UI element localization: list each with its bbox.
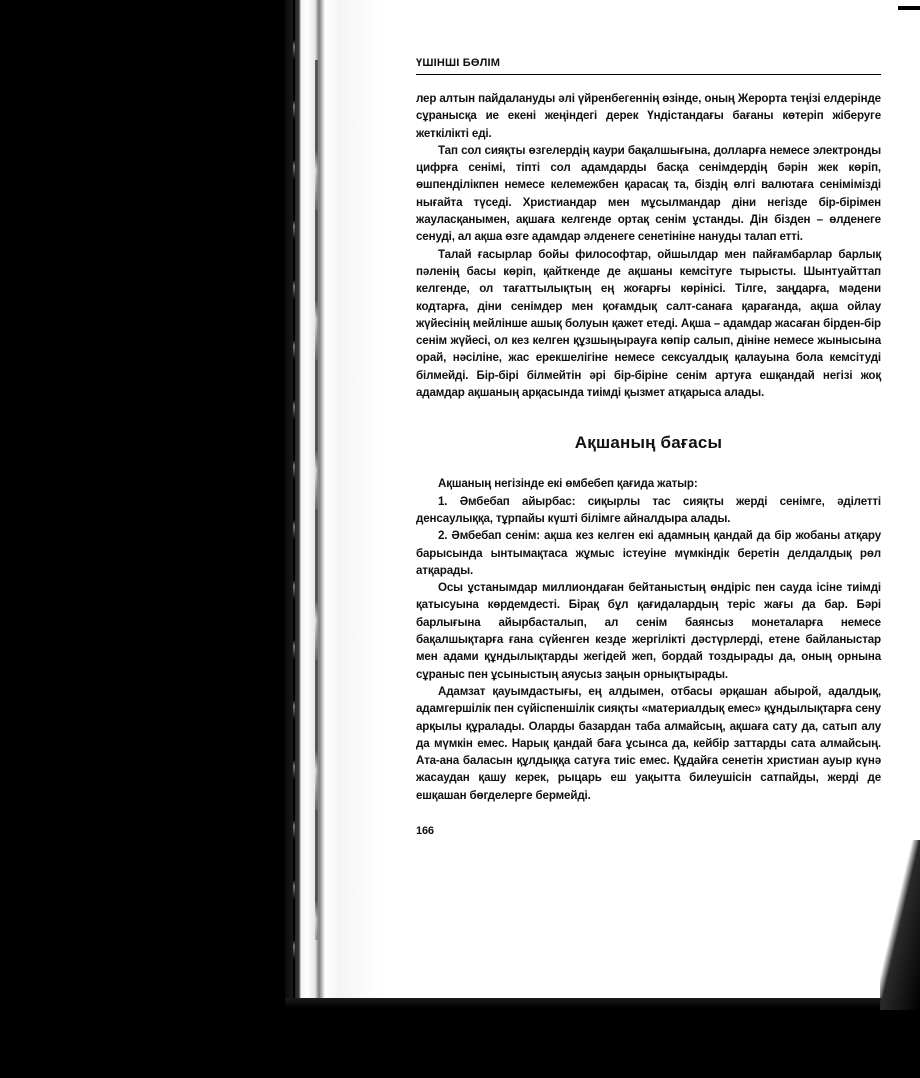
- body-paragraph: Адамзат қауымдастығы, ең алдымен, отбасы әрқашан абырой, адалдық, адамгершілік пен сүйіспеншілік сияқты «материалдық емес» құндылықтарға сену арқылы құралады. Оларды базардан таба алмайсың, ақшаға сату да, сатып алу да мүмкін емес. Нарық қандай баға ұсынса да, кейбір заттарды сата алмайсың. Ата-ана баласын құлдыққа сатуға тиіс емес. Құдайға сенетін христиан ауыр күнә жасаудан қашу керек, рыцарь еш уақытта билеушісін сатпайды, жерді де ешқашан бөгделерге бермейді.: [416, 684, 881, 802]
- list-item: 1. Әмбебап айырбас: сиқырлы тас сияқты жерді сенімге, әділетті денсаулыққа, тұрпайы күшті білімге айналдыра алады.: [416, 494, 881, 525]
- page-content: [416, 56, 881, 838]
- body-paragraph: Тап сол сияқты өзгелердің каури бақалшығына, долларға немесе электронды цифрға сенімі, тіпті сол адамдарды басқа сенімдердің бәрін жек көріп, өшпенділікпен немесе келемежбен қарасақ та, біздің өлгі валютаға сенімімізді нығайта түседі. Христиандар мен мұсылмандар діни негізде бір-бірімен жауласқанымен, ақшаға келгенде ортақ сенім ұстанды. Дін бізден – өлденеге сенуді, ал ақша өзге адамдар әлденеге сенетініне нануды талап етті.: [416, 143, 881, 244]
- body-paragraph: лер алтын пайдалануды әлі үйренбегеннің өзінде, оның Жерорта теңізі елдерінде сұранысқа ие екені жеңіндегі дерек Үндістандағы бағаны көтеріп жіберуге жеткілікті еді.: [416, 92, 881, 140]
- page-edge-shadow: [880, 840, 920, 1010]
- body-paragraph: Осы ұстанымдар миллиондаған бейтаныстың өндіріс пен сауда ісіне тиімді қатысуына көрдемдесті. Бірақ бұл қағидалардың теріс жағы да бар. Бәрі барлығына айырбасталып, ал сенім баянсыз монеталарға немесе бақалшықтарға ғана сүйенген кезде жергілікті дәстүрлерді, етене байланыстар мен адами құндылықтарды жегідей жеп, бордай тоздырады да, оның орнына сұраныс пен ұсыныстың аяусыз заңын орнықтырады.: [416, 581, 881, 681]
- page-number: 166: [416, 824, 434, 837]
- scan-bottom-border: [285, 998, 920, 1078]
- corner-mark: [898, 6, 920, 10]
- running-header: ҮШІНШІ БӨЛІМ: [416, 56, 881, 75]
- list-item: 2. Әмбебап сенім: ақша кез келген екі адамның қандай да бір жобаны атқару барысында ынтымақтаса жұмыс істеуіне мүмкіндік беретін делдалдық рөл атқарады.: [416, 529, 881, 577]
- book-binding-gutter: [285, 0, 380, 1000]
- section-heading: Ақшаның бағасы: [574, 433, 723, 453]
- body-paragraph: Талай ғасырлар бойы философтар, ойшылдар мен пайғамбарлар барлық пәленің басы көріп, қайткенде де ақшаны кемсітуге тырысты. Шынтуайттап келгенде, ол тағаттылықтың ең жоғарғы көрінісі. Тілге, заңдарға, мәдени кодтарға, діни сенімдер мен қоғамдық салт-санаға қарағанда, ақша ойлау жүйесінің мейлінше ашық болуын қажет етеді. Ақша – адамдар жасаған бірден-бір сенім жүйесі, ол кез келген құзшыңырауға көпір салып, дініне немесе жынысына орай, нәсіліне, жас ерекшелігіне немесе сексуалдық қалауына бола кемсітуді білмейді. Бір-бірі білмейтін әрі бір-біріне сенім артуға ешқандай негізі жоқ адамдар ақшаның арқасында тиімді қызмет атқарыса алады.: [416, 247, 881, 400]
- body-paragraph: Ақшаның негізінде екі өмбебеп қағида жатыр:: [438, 477, 698, 491]
- scan-dark-border: [0, 0, 285, 1078]
